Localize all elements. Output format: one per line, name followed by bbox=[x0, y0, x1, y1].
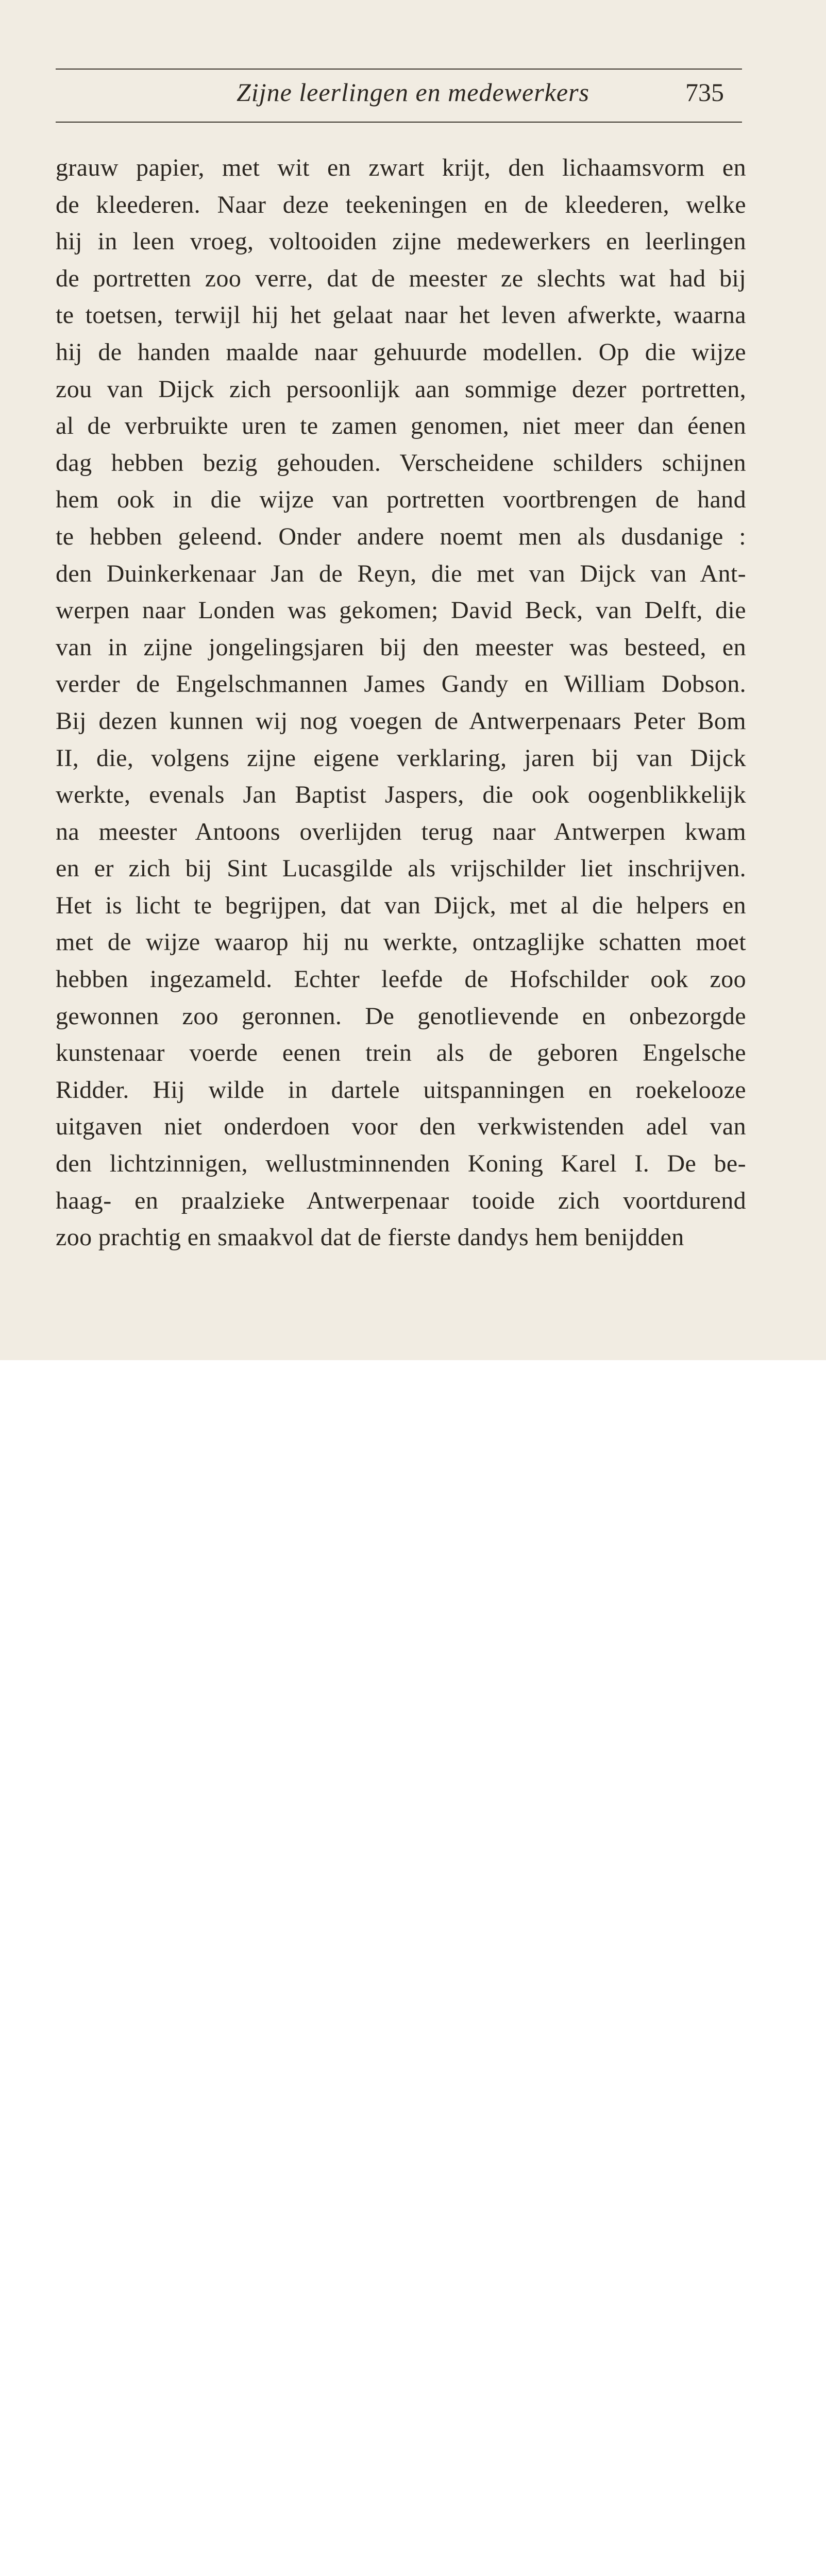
text-line: te toetsen, terwijl hij het gelaat naar het leven afwerkte, waarna bbox=[56, 301, 746, 329]
header-bottom-rule bbox=[56, 122, 742, 123]
text-line: gewonnen zoo geronnen. De genotlievende en onbezorgde bbox=[56, 1002, 746, 1030]
text-line: den lichtzinnigen, wellustminnenden Koning Karel I. De be- bbox=[56, 1150, 746, 1178]
text-line: den Duinkerkenaar Jan de Reyn, die met van Dijck van Ant- bbox=[56, 560, 746, 587]
text-line: met de wijze waarop hij nu werkte, ontzaglijke schatten moet bbox=[56, 928, 746, 956]
text-line: II, die, volgens zijne eigene verklaring, jaren bij van Dijck bbox=[56, 744, 746, 772]
text-line: werkte, evenals Jan Baptist Jaspers, die ook oogenblikkelijk bbox=[56, 781, 746, 809]
text-line: haag- en praalzieke Antwerpenaar tooide zich voortdurend bbox=[56, 1187, 746, 1214]
text-line: te hebben geleend. Onder andere noemt men als dusdanige : bbox=[56, 522, 746, 550]
text-line: werpen naar Londen was gekomen; David Beck, van Delft, die bbox=[56, 597, 746, 624]
text-line: de kleederen. Naar deze teekeningen en de kleederen, welke bbox=[56, 191, 746, 218]
text-line: Het is licht te begrijpen, dat van Dijck, met al die helpers en bbox=[56, 891, 746, 919]
viewer-footer bbox=[0, 1360, 826, 1442]
text-line: hem ook in die wijze van portretten voortbrengen de hand bbox=[56, 486, 746, 514]
text-line: kunstenaar voerde eenen trein als de geboren Engelsche bbox=[56, 1039, 746, 1067]
text-line: Ridder. Hij wilde in dartele uitspanningen en roekelooze bbox=[56, 1076, 746, 1104]
text-line: hebben ingezameld. Echter leefde de Hofschilder ook zoo bbox=[56, 965, 746, 993]
text-line: al de verbruikte uren te zamen genomen, niet meer dan éenen bbox=[56, 412, 746, 440]
text-line: en er zich bij Sint Lucasgilde als vrijschilder liet inschrijven. bbox=[56, 855, 746, 883]
text-line: verder de Engelschmannen James Gandy en William Dobson. bbox=[56, 670, 746, 698]
text-line: hij in leen vroeg, voltooiden zijne medewerkers en leerlingen bbox=[56, 228, 746, 256]
text-line: uitgaven niet onderdoen voor den verkwistenden adel van bbox=[56, 1113, 746, 1141]
text-line: dag hebben bezig gehouden. Verscheidene schilders schijnen bbox=[56, 449, 746, 477]
text-line: na meester Antoons overlijden terug naar Antwerpen kwam bbox=[56, 818, 746, 845]
text-line: zou van Dijck zich persoonlijk aan sommige dezer portretten, bbox=[56, 375, 746, 403]
body-text bbox=[56, 149, 746, 1256]
text-line: Bij dezen kunnen wij nog voegen de Antwerpenaars Peter Bom bbox=[56, 707, 746, 735]
header-top-rule bbox=[56, 69, 742, 70]
text-line: zoo prachtig en smaakvol dat de fierste dandys hem benijdden bbox=[56, 1224, 684, 1251]
text-line: grauw papier, met wit en zwart krijt, den lichaamsvorm en bbox=[56, 154, 746, 181]
text-line: de portretten zoo verre, dat de meester ze slechts wat had bij bbox=[56, 264, 746, 292]
running-title: Zijne leerlingen en medewerkers bbox=[237, 78, 589, 107]
text-line: van in zijne jongelingsjaren bij den meester was besteed, en bbox=[56, 633, 746, 661]
page-number: 735 bbox=[685, 78, 724, 107]
text-line: hij de handen maalde naar gehuurde modellen. Op die wijze bbox=[56, 338, 746, 366]
